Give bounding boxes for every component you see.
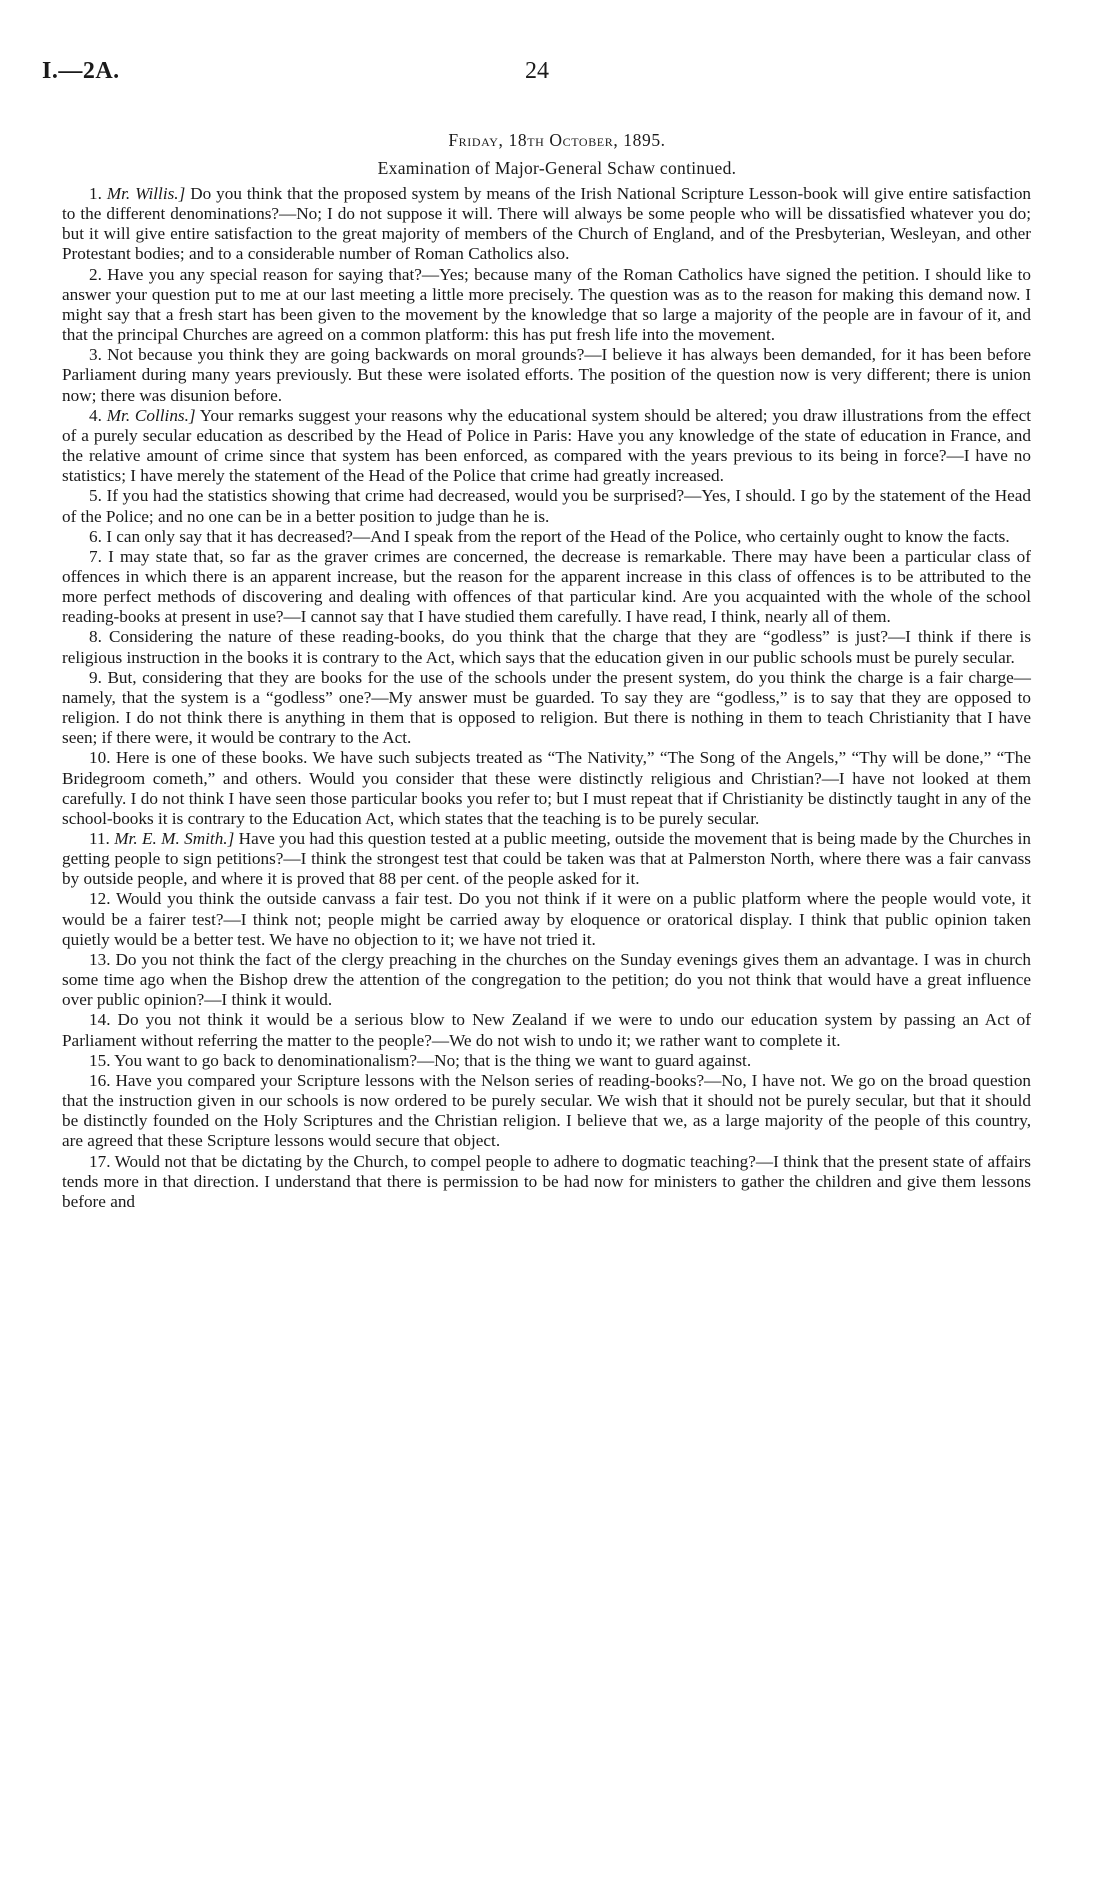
paragraph-number: 9. [89,667,102,687]
testimony-paragraph [62,1010,1031,1050]
paragraph-text: Considering the nature of these reading-books, do you think that the charge that they are “godless” is just?—I think if there is religious instruction in the books it is contrary to the Act, which says that the education given in our public schools must be purely secular. [62,627,1032,667]
speaker-label: Mr. Collins.] [106,405,196,425]
testimony-paragraph [62,345,1031,405]
paragraph-text: You want to go back to denominationalism?—No; that is the thing we want to guard against. [114,1050,752,1070]
paragraph-text: I can only say that it has decreased?—And I speak from the report of the Head of the Police, who certainly ought to know the facts. [106,526,1010,546]
paragraph-number: 11. [89,829,110,848]
testimony-paragraph [62,527,1031,547]
speaker-label: Mr. Willis.] [106,184,186,203]
paragraph-number: 17. [89,1151,111,1171]
testimony-paragraph [62,486,1031,526]
document-reference: I.—2A. [42,58,120,84]
paragraph-number: 3. [89,345,102,365]
testimony-paragraph [62,1152,1031,1212]
testimony-paragraph [62,668,1031,749]
testimony-paragraph [62,547,1031,628]
paragraph-number: 4. [89,405,102,425]
testimony-paragraph [62,627,1031,667]
paragraph-number: 7. [89,546,102,566]
page-header [42,58,1032,98]
paragraph-text: Have you had this question tested at a public meeting, outside the movement that is being made by the Churches in getting people to sign petitions?—I think the strongest test that could be taken was that at Palmerston North, where there was a fair canvass by outside people, and where it is proved that 88 per cent. of the people asked for it. [62,829,1031,889]
paragraph-number: 10. [89,748,111,768]
paragraph-number: 12. [89,889,111,909]
paragraph-text: But, considering that they are books for the use of the schools under the present system, do you think the charge is a fair charge—namely, that the system is a “godless” one?—My answer must be guarded. To say they are “godless,” is to say that they are opposed to religion. I do not think there is anything in them that is opposed to religion. But there is nothing in them to teach Christianity that I have seen; if there were, it would be contrary to the Act. [62,667,1031,748]
testimony-paragraph [62,1071,1031,1152]
paragraph-text: Your remarks suggest your reasons why the educational system should be altered; you draw illustrations from the effect of a purely secular education as described by the Head of Police in Paris: Have you any knowledge of the state of education in France, and the relative amount of crime since that system has been enforced, as compared with the years previous to its being in force?—I have no statistics; I have merely the statement of the Head of the Police that crime had greatly increased. [62,405,1031,486]
paragraph-number: 15. [89,1050,111,1070]
paragraph-text: Here is one of these books. We have such subjects treated as “The Nativity,” “The Song of the Angels,” “Thy will be done,” “The Bridegroom cometh,” and others. Would you consider that these were distinctly religious and Christian?—I have not looked at them carefully. I do not think I have seen those particular books you refer to; but I must repeat that if Christianity be distinctly taught in any of the school-books it is contrary to the Education Act, which states that the teaching is to be purely secular. [62,748,1031,828]
testimony-paragraph [62,950,1031,1010]
paragraph-text: Do you think that the proposed system by means of the Irish National Scripture Lesson-book will give entire satisfaction to the different denominations?—No; I do not suppose it will. There will always be some people who will be dissatisfied whatever you do; but it will give entire satisfaction to the great majority of members of the Church of England, and of the Presbyterian, Wesleyan, and other Protestant bodies; and to a considerable number of Roman Catholics also. [62,184,1032,264]
paragraph-number: 14. [89,1010,111,1030]
paragraph-text: Have you compared your Scripture lessons with the Nelson series of reading-books?—No, I have not. We go on the broad question that the instruction given in our schools is now ordered to be purely secular. We wish that it should not be purely secular, but that it should be distinctly founded on the Holy Scriptures and the Christian religion. I believe that we, as a large majority of the people of this country, are agreed that these Scripture lessons would secure that object. [62,1070,1032,1151]
paragraph-number: 2. [89,264,102,284]
testimony-paragraph [62,265,1031,346]
document-body [62,184,1031,1212]
paragraph-text: Have you any special reason for saying that?—Yes; because many of the Roman Catholics have signed the petition. I should like to answer your question put to me at our last meeting a little more precisely. The question was as to the reason for making this demand now. I might say that a fresh start has been given to the movement by the knowledge that so large a majority of the people are in favour of it, and that the principal Churches are agreed on a common platform: this has put fresh life into the movement. [62,264,1032,345]
testimony-paragraph [62,748,1031,829]
paragraph-text: Would not that be dictating by the Church, to compel people to adhere to dogmatic teaching?—I think that the present state of affairs tends more in that direction. I understand that there is permission to be had now for ministers to gather the children and give them lessons before and [62,1151,1031,1211]
paragraph-number: 8. [89,627,102,647]
paragraph-text: Do you not think the fact of the clergy preaching in the churches on the Sunday evenings gives them an advantage. I was in church some time ago when the Bishop drew the attention of the congregation to the petition; do you not think that would have a great influence over public opinion?—I think it would. [62,949,1032,1010]
paragraph-text: Not because you think they are going backwards on moral grounds?—I believe it has always been demanded, for it has been before Parliament during many years previously. But these were isolated efforts. The position of the question now is very different; there is union now; there was disunion before. [62,345,1031,405]
paragraph-text: If you had the statistics showing that crime had decreased, would you be surprised?—Yes, I should. I go by the statement of the Head of the Police; and no one can be in a better position to judge than he is. [62,486,1032,526]
testimony-paragraph [62,1051,1031,1071]
paragraph-number: 13. [89,949,111,969]
testimony-paragraph [62,184,1031,265]
speaker-label: Mr. E. M. Smith.] [114,829,235,848]
paragraph-number: 5. [89,486,102,506]
testimony-paragraph [62,406,1031,487]
paragraph-text: Do you not think it would be a serious blow to New Zealand if we were to undo our education system by passing an Act of Parliament without referring the matter to the people?—We do not wish to undo it; we rather want to complete it. [62,1010,1031,1050]
page-number: 24 [525,58,549,84]
paragraph-number: 1. [89,184,102,203]
examination-subheading: Examination of Major-General Schaw continued. [377,158,737,178]
testimony-paragraph [62,889,1031,949]
paragraph-number: 6. [89,526,102,546]
sitting-date: Friday, 18th October, 1895. [448,130,666,150]
paragraph-text: I may state that, so far as the graver crimes are concerned, the decrease is remarkable. There may have been a particular class of offences in which there is an apparent increase, but the reason for the apparent increase in this class of offences is to be attributed to the more perfect methods of discovering and dealing with offences of that particular kind. Are you acquainted with the whole of the school reading-books at present in use?—I cannot say that I have studied them carefully. I have read, I think, nearly all of them. [62,546,1031,627]
paragraph-text: Would you think the outside canvass a fair test. Do you not think if it were on a public platform where the people would vote, it would be a fairer test?—I think not; people might be carried away by eloquence or oratorical display. I think that public opinion taken quietly would be a better test. We have no objection to it; we have not tried it. [62,889,1031,949]
testimony-paragraph [62,829,1031,889]
paragraph-number: 16. [89,1070,111,1090]
